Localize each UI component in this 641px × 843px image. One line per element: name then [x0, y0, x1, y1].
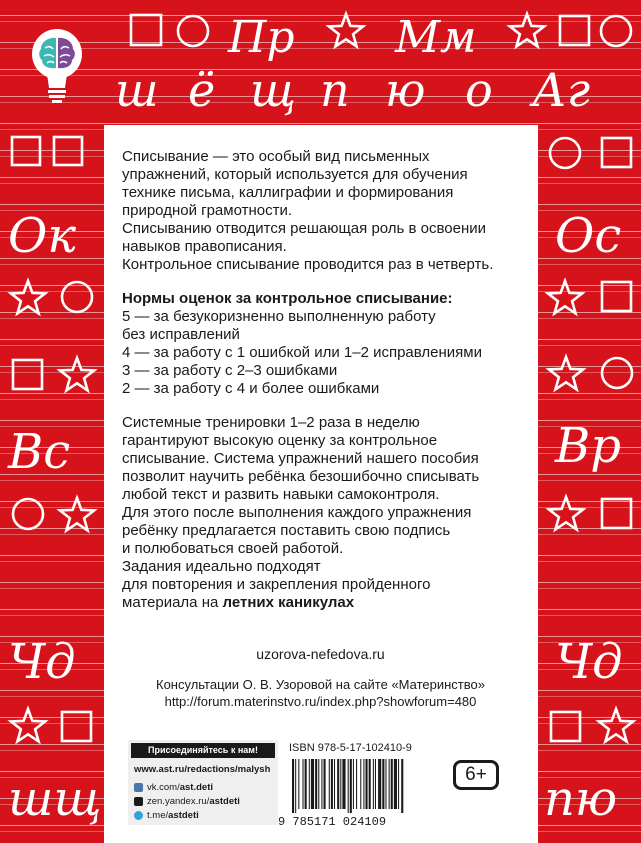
star-shape [599, 709, 633, 741]
barcode-bar [363, 759, 364, 809]
text-line: природной грамотности. [122, 202, 293, 219]
star-shape [11, 709, 45, 741]
text-line: позволит научить ребёнка безошибочно списывать [122, 468, 480, 485]
square-shape [54, 137, 82, 165]
barcode-bar [398, 759, 399, 809]
text-line: технике письма, каллиграфии и формирования [122, 184, 454, 201]
cursive-letters: ё [188, 63, 216, 117]
square-shape [602, 138, 631, 167]
vk-icon [134, 783, 143, 792]
text-line: любой текст и развить навыки самоконтроля. [122, 486, 440, 503]
text-line: и полюбоваться своей работой. [122, 540, 344, 557]
circle-shape [13, 499, 43, 529]
circle-shape [550, 138, 580, 168]
link-handle: astdeti [209, 796, 240, 807]
text-line: для повторения и закрепления пройденного [122, 576, 431, 593]
barcode-bar [366, 759, 368, 809]
cursive-letters: Ок [8, 208, 77, 264]
author-site-link[interactable]: uzorova-nefedova.ru [256, 646, 385, 662]
barcode-bar [340, 759, 341, 809]
barcode-bar [298, 759, 299, 809]
square-shape [12, 137, 40, 165]
star-shape [329, 14, 363, 46]
barcode [290, 759, 446, 813]
circle-shape [601, 16, 631, 46]
cursive-letters: Пр [228, 12, 295, 63]
square-shape [62, 712, 91, 741]
text-line: 4 — за работу с 1 ошибкой или 1–2 исправлениями [122, 344, 482, 361]
barcode-bar [329, 759, 330, 809]
link-prefix: vk.com/ [147, 782, 180, 793]
forum-link[interactable]: http://forum.materinstvo.ru/index.php?showforum=480 [164, 694, 477, 709]
barcode-bar [342, 759, 345, 809]
barcode-bar [324, 759, 326, 809]
link-handle: astdeti [168, 810, 199, 821]
text-line: Списывание — это особый вид письменных [122, 148, 430, 165]
barcode-bar [360, 759, 361, 809]
text-line: списывание. Система упражнений нашего пособия [122, 450, 479, 467]
cursive-letters: о [465, 63, 493, 117]
barcode-bar [350, 759, 352, 813]
square-shape [131, 15, 161, 45]
cursive-letters: п [320, 63, 350, 117]
barcode-bar [373, 759, 374, 809]
age-rating-badge: 6+ [453, 760, 499, 790]
text-line: Списыванию отводится решающая роль в освоении [122, 220, 487, 237]
consultation-text: Консультации О. В. Узоровой на сайте «Материнство» [156, 677, 485, 692]
text-line: ребёнку предлагается поставить свою подпись [122, 522, 451, 539]
barcode-bar [369, 759, 371, 809]
star-shape [549, 497, 583, 529]
barcode-bar [292, 759, 294, 813]
barcode-bar [318, 759, 319, 809]
cursive-letters: ю [385, 63, 426, 117]
link-handle: ast.deti [179, 782, 213, 793]
barcode-bar [385, 759, 386, 809]
barcode-bar [382, 759, 384, 809]
barcode-bar [356, 759, 357, 809]
barcode-bar [353, 759, 354, 809]
square-shape [602, 282, 631, 311]
cursive-letters: ш [115, 63, 159, 117]
barcode-bar [401, 759, 403, 813]
text-line: Контрольное списывание проводится раз в четверть. [122, 256, 494, 273]
square-shape [560, 16, 589, 45]
cursive-letters: Вс [8, 424, 71, 480]
barcode-bar [311, 759, 314, 809]
barcode-bar [295, 759, 296, 813]
cursive-letters: Чд [555, 634, 623, 690]
final-prefix: материала на [122, 594, 223, 611]
final-bold: летних каникулах [222, 594, 355, 611]
isbn-label: ISBN 978-5-17-102410-9 [289, 742, 412, 754]
text-line: упражнений, который используется для обучения [122, 166, 468, 183]
text-line: 5 — за безукоризненно выполненную работу [122, 308, 436, 325]
norms-title: Нормы оценок за контрольное списывание: [122, 290, 453, 307]
barcode-bar [348, 759, 349, 813]
square-shape [602, 499, 631, 528]
publisher-link[interactable]: www.ast.ru/redactions/malysh [134, 764, 271, 775]
barcode-bar [331, 759, 333, 809]
cursive-letters: щ [250, 63, 297, 117]
barcode-bar [315, 759, 317, 809]
cursive-letters: Ос [555, 208, 622, 264]
barcode-bar [303, 759, 304, 809]
star-shape [60, 498, 94, 530]
consultation-info [0, 676, 641, 710]
text-line: гарантируют высокую оценку за контрольное [122, 432, 438, 449]
barcode-bar [337, 759, 339, 809]
barcode-bar [394, 759, 397, 809]
zen-link[interactable] [134, 796, 240, 807]
star-shape [548, 281, 582, 313]
cursive-letters: Аг [532, 63, 591, 117]
vk-link[interactable] [134, 782, 213, 793]
lightbulb-brain-logo [31, 28, 83, 104]
cursive-letters: Вр [555, 418, 621, 474]
barcode-bar [321, 759, 322, 809]
zen-icon [134, 797, 143, 806]
social-box [128, 740, 278, 825]
text-line: 2 — за работу с 4 и более ошибками [122, 380, 380, 397]
cursive-letters: пю [544, 771, 618, 827]
cursive-letters: Мм [395, 12, 477, 63]
link-prefix: t.me/ [147, 810, 169, 821]
star-shape [60, 358, 94, 390]
telegram-icon [134, 811, 143, 820]
cursive-letters: Чд [8, 634, 76, 690]
barcode-bar [389, 759, 390, 809]
star-shape [549, 357, 583, 389]
text-line [122, 594, 532, 612]
cursive-letters: шщ [8, 771, 102, 827]
star-shape [510, 14, 544, 46]
text-line: 3 — за работу с 2–3 ошибками [122, 362, 338, 379]
circle-shape [602, 358, 632, 388]
star-shape [11, 281, 45, 313]
square-shape [551, 712, 580, 741]
description-text [122, 148, 532, 612]
barcode-bar [375, 759, 376, 809]
text-line: Системные тренировки 1–2 раза в неделю [122, 414, 420, 431]
text-line: Для этого после выполнения каждого упражнения [122, 504, 472, 521]
circle-shape [62, 282, 92, 312]
text-line: Задания идеально подходят [122, 558, 321, 575]
barcode-bar [305, 759, 307, 809]
barcode-bar [378, 759, 381, 809]
isbn-digits: 9 785171 024109 [278, 815, 387, 829]
text-line: без исправлений [122, 326, 240, 343]
square-shape [13, 360, 42, 389]
barcode-bar [391, 759, 393, 809]
join-banner: Присоединяйтесь к нам! [131, 743, 275, 758]
text-line: навыков правописания. [122, 238, 287, 255]
circle-shape [178, 16, 208, 46]
barcode-bar [334, 759, 335, 809]
telegram-link[interactable] [134, 810, 199, 821]
barcode-bar [309, 759, 310, 809]
link-prefix: zen.yandex.ru/ [147, 796, 210, 807]
